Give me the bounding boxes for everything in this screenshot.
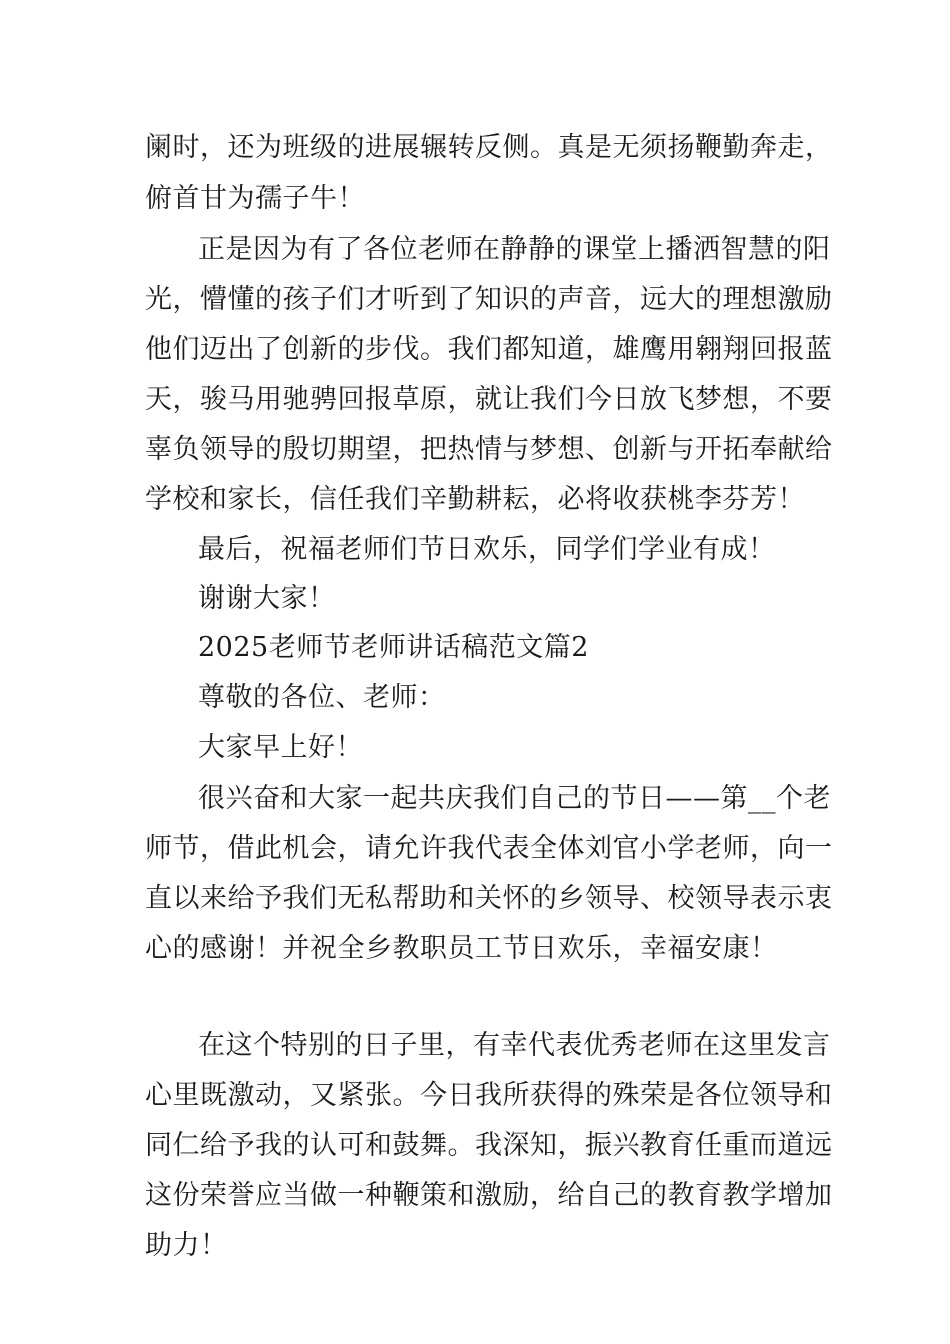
text-line: 心的感谢！并祝全乡教职员工节日欢乐，幸福安康！ bbox=[145, 933, 778, 964]
text-line: 助力！ bbox=[145, 1230, 228, 1261]
text-line: 俯首甘为孺子牛！ bbox=[145, 183, 365, 214]
text-line: 学校和家长，信任我们辛勤耕耘，必将收获桃李芬芳！ bbox=[145, 484, 805, 515]
text-line: 尊敬的各位、老师： bbox=[198, 682, 446, 713]
text-line: 这份荣誉应当做一种鞭策和激励，给自己的教育教学增加 bbox=[145, 1180, 833, 1211]
text-line: 师节，借此机会，请允许我代表全体刘官小学老师，向一 bbox=[145, 833, 833, 864]
text-line: 他们迈出了创新的步伐。我们都知道，雄鹰用翱翔回报蓝 bbox=[145, 334, 833, 365]
section-heading: 2025老师节老师讲话稿范文篇2 bbox=[198, 632, 589, 663]
text-line: 阑时，还为班级的进展辗转反侧。真是无须扬鞭勤奔走， bbox=[145, 132, 833, 163]
text-line: 正是因为有了各位老师在静静的课堂上播洒智慧的阳 bbox=[198, 234, 831, 265]
text-line: 最后，祝福老师们节日欢乐，同学们学业有成！ bbox=[198, 534, 776, 565]
text-line: 谢谢大家！ bbox=[198, 583, 336, 614]
text-line: 同仁给予我的认可和鼓舞。我深知，振兴教育任重而道远 bbox=[145, 1130, 833, 1161]
text-line: 直以来给予我们无私帮助和关怀的乡领导、校领导表示衷 bbox=[145, 883, 833, 914]
text-line: 天，骏马用驰骋回报草原，就让我们今日放飞梦想，不要 bbox=[145, 384, 833, 415]
text-line: 光，懵懂的孩子们才听到了知识的声音，远大的理想激励 bbox=[145, 284, 833, 315]
text-line: 大家早上好！ bbox=[198, 732, 363, 763]
text-line: 辜负领导的殷切期望，把热情与梦想、创新与开拓奉献给 bbox=[145, 434, 833, 465]
text-line: 心里既激动，又紧张。今日我所获得的殊荣是各位领导和 bbox=[145, 1080, 833, 1111]
text-line: 在这个特别的日子里，有幸代表优秀老师在这里发言 bbox=[198, 1030, 831, 1061]
text-line: 很兴奋和大家一起共庆我们自己的节日——第__个老 bbox=[198, 783, 831, 814]
